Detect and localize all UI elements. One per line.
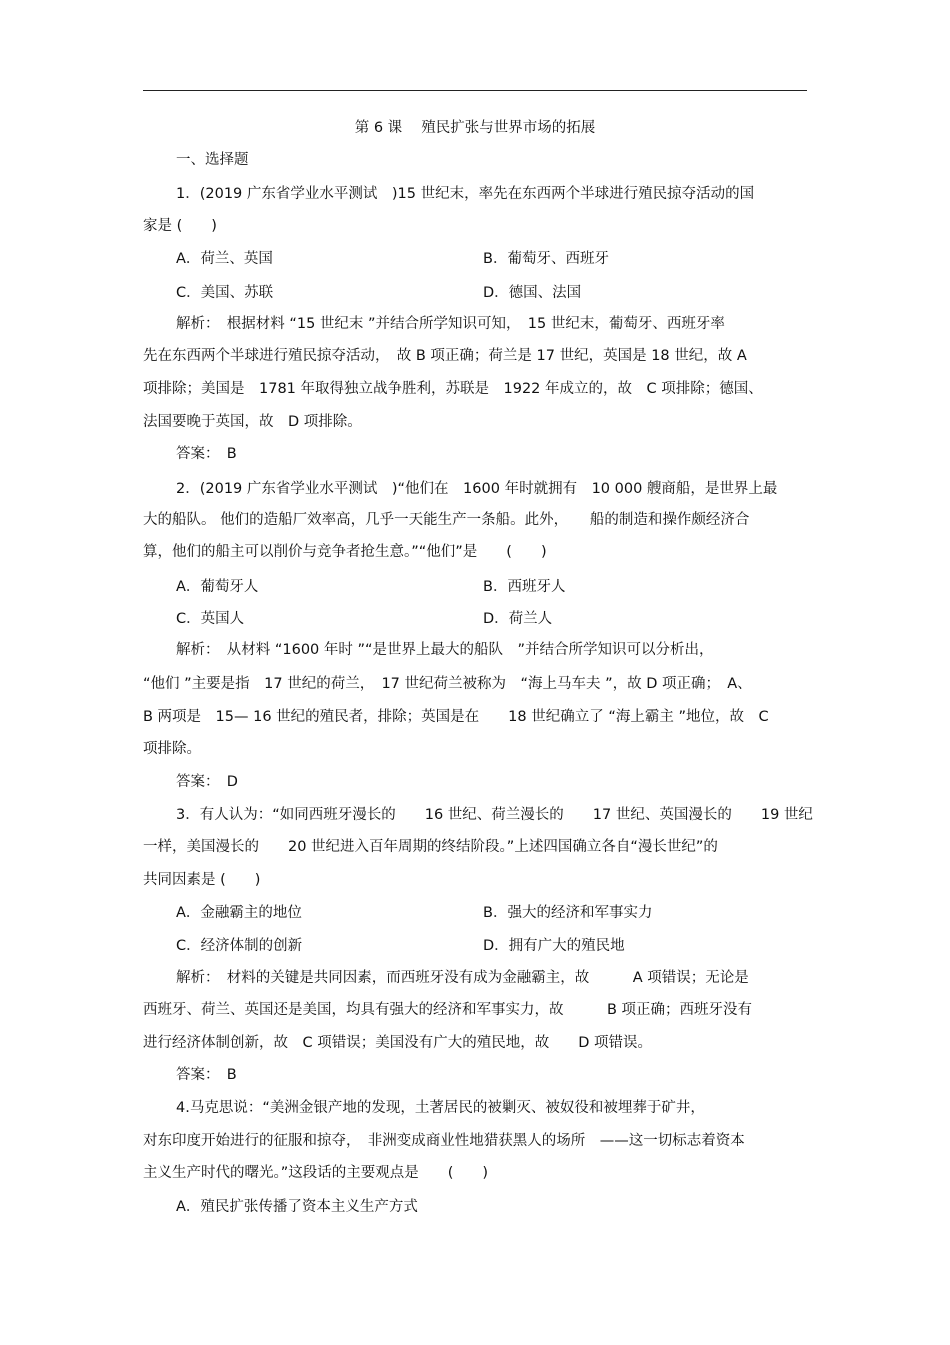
q1-analysis-line-2: 先在东西两个半球进行殖民掠夺活动， 故 B 项正确；荷兰是 17 世纪，英国是 18 世纪，故 A [143,348,747,364]
header-rule [143,90,807,91]
q1-option-b: B．葡萄牙、西班牙 [483,251,609,267]
q3-stem-line-1: 3．有人认为：“如同西班牙漫长的 16 世纪、荷兰漫长的 17 世纪、英国漫长的 19 世纪 [176,807,813,823]
q3-stem-line-2: 一样，美国漫长的 20 世纪进入百年周期的终结阶段。”上述四国确立各自“漫长世纪”的 [143,839,718,855]
q2-option-b: B．西班牙人 [483,579,566,595]
q4-option-a: A．殖民扩张传播了资本主义生产方式 [176,1199,418,1215]
q4-stem-line-2: 对东印度开始进行的征服和掠夺， 非洲变成商业性地猎获黑人的场所 ——这一切标志着资本 [143,1133,745,1149]
q1-stem-line-1: 1．(2019 广东省学业水平测试 )15 世纪末，率先在东西两个半球进行殖民掠夺活动的国 [176,186,755,202]
q3-stem-line-3: 共同因素是 ( ) [143,872,261,888]
q3-answer: 答案： B [176,1067,237,1083]
q3-option-d: D．拥有广大的殖民地 [483,938,625,954]
q3-option-b: B．强大的经济和军事实力 [483,905,653,921]
q3-analysis-line-2: 西班牙、荷兰、英国还是美国，均具有强大的经济和军事实力，故 B 项正确；西班牙没有 [143,1002,753,1018]
q2-option-c: C．英国人 [176,611,245,627]
q1-option-a: A．荷兰、英国 [176,251,273,267]
q1-analysis-line-1: 解析： 根据材料 “15 世纪末 ”并结合所学知识可知， 15 世纪末，葡萄牙、西班牙率 [176,316,725,332]
q1-analysis-line-4: 法国要晚于英国，故 D 项排除。 [143,414,362,430]
q1-analysis-line-3: 项排除；美国是 1781 年取得独立战争胜利，苏联是 1922 年成立的，故 C 项排除；德国、 [143,381,763,397]
q4-stem-line-1: 4.马克思说：“美洲金银产地的发现，土著居民的被剿灭、被奴役和被埋葬于矿井， [176,1100,705,1116]
q3-analysis-line-1: 解析： 材料的关键是共同因素，而西班牙没有成为金融霸主，故 A 项错误；无论是 [176,970,749,986]
q2-stem-line-2: 大的船队。 他们的造船厂效率高，几乎一天能生产一条船。此外， 船的制造和操作颇经济合 [143,512,750,528]
q1-option-d: D．德国、法国 [483,285,582,301]
q2-analysis-line-2: “他们 ”主要是指 17 世纪的荷兰， 17 世纪荷兰被称为 “海上马车夫 ”，故 D 项正确； A、 [143,676,752,692]
q3-option-c: C．经济体制的创新 [176,938,303,954]
q2-analysis-line-3: B 两项是 15— 16 世纪的殖民者，排除；英国是在 18 世纪确立了 “海上霸主 ”地位，故 C [143,709,769,725]
q3-analysis-line-3: 进行经济体制创新，故 C 项错误；美国没有广大的殖民地，故 D 项错误。 [143,1035,653,1051]
q1-answer: 答案： B [176,446,237,462]
q3-option-a: A．金融霸主的地位 [176,905,302,921]
q2-option-a: A．葡萄牙人 [176,579,259,595]
q4-stem-line-3: 主义生产时代的曙光。”这段话的主要观点是 ( ) [143,1165,489,1181]
q2-analysis-line-4: 项排除。 [143,741,201,757]
q2-stem-line-1: 2．(2019 广东省学业水平测试 )“他们在 1600 年时就拥有 10 000 艘商船，是世界上最 [176,481,778,497]
q2-answer: 答案： D [176,774,238,790]
q2-option-d: D．荷兰人 [483,611,553,627]
q2-stem-line-3: 算，他们的船主可以削价与竞争者抢生意。”“他们”是 ( ) [143,544,547,560]
q2-analysis-line-1: 解析： 从材料 “1600 年时 ”“是世界上最大的船队 ”并结合所学知识可以分析出， [176,642,714,658]
section-heading: 一、选择题 [176,152,249,168]
q1-option-c: C．美国、苏联 [176,285,274,301]
lesson-title: 第 6 课 殖民扩张与世界市场的拓展 [354,120,596,136]
q1-stem-line-2: 家是 ( ) [143,218,217,234]
